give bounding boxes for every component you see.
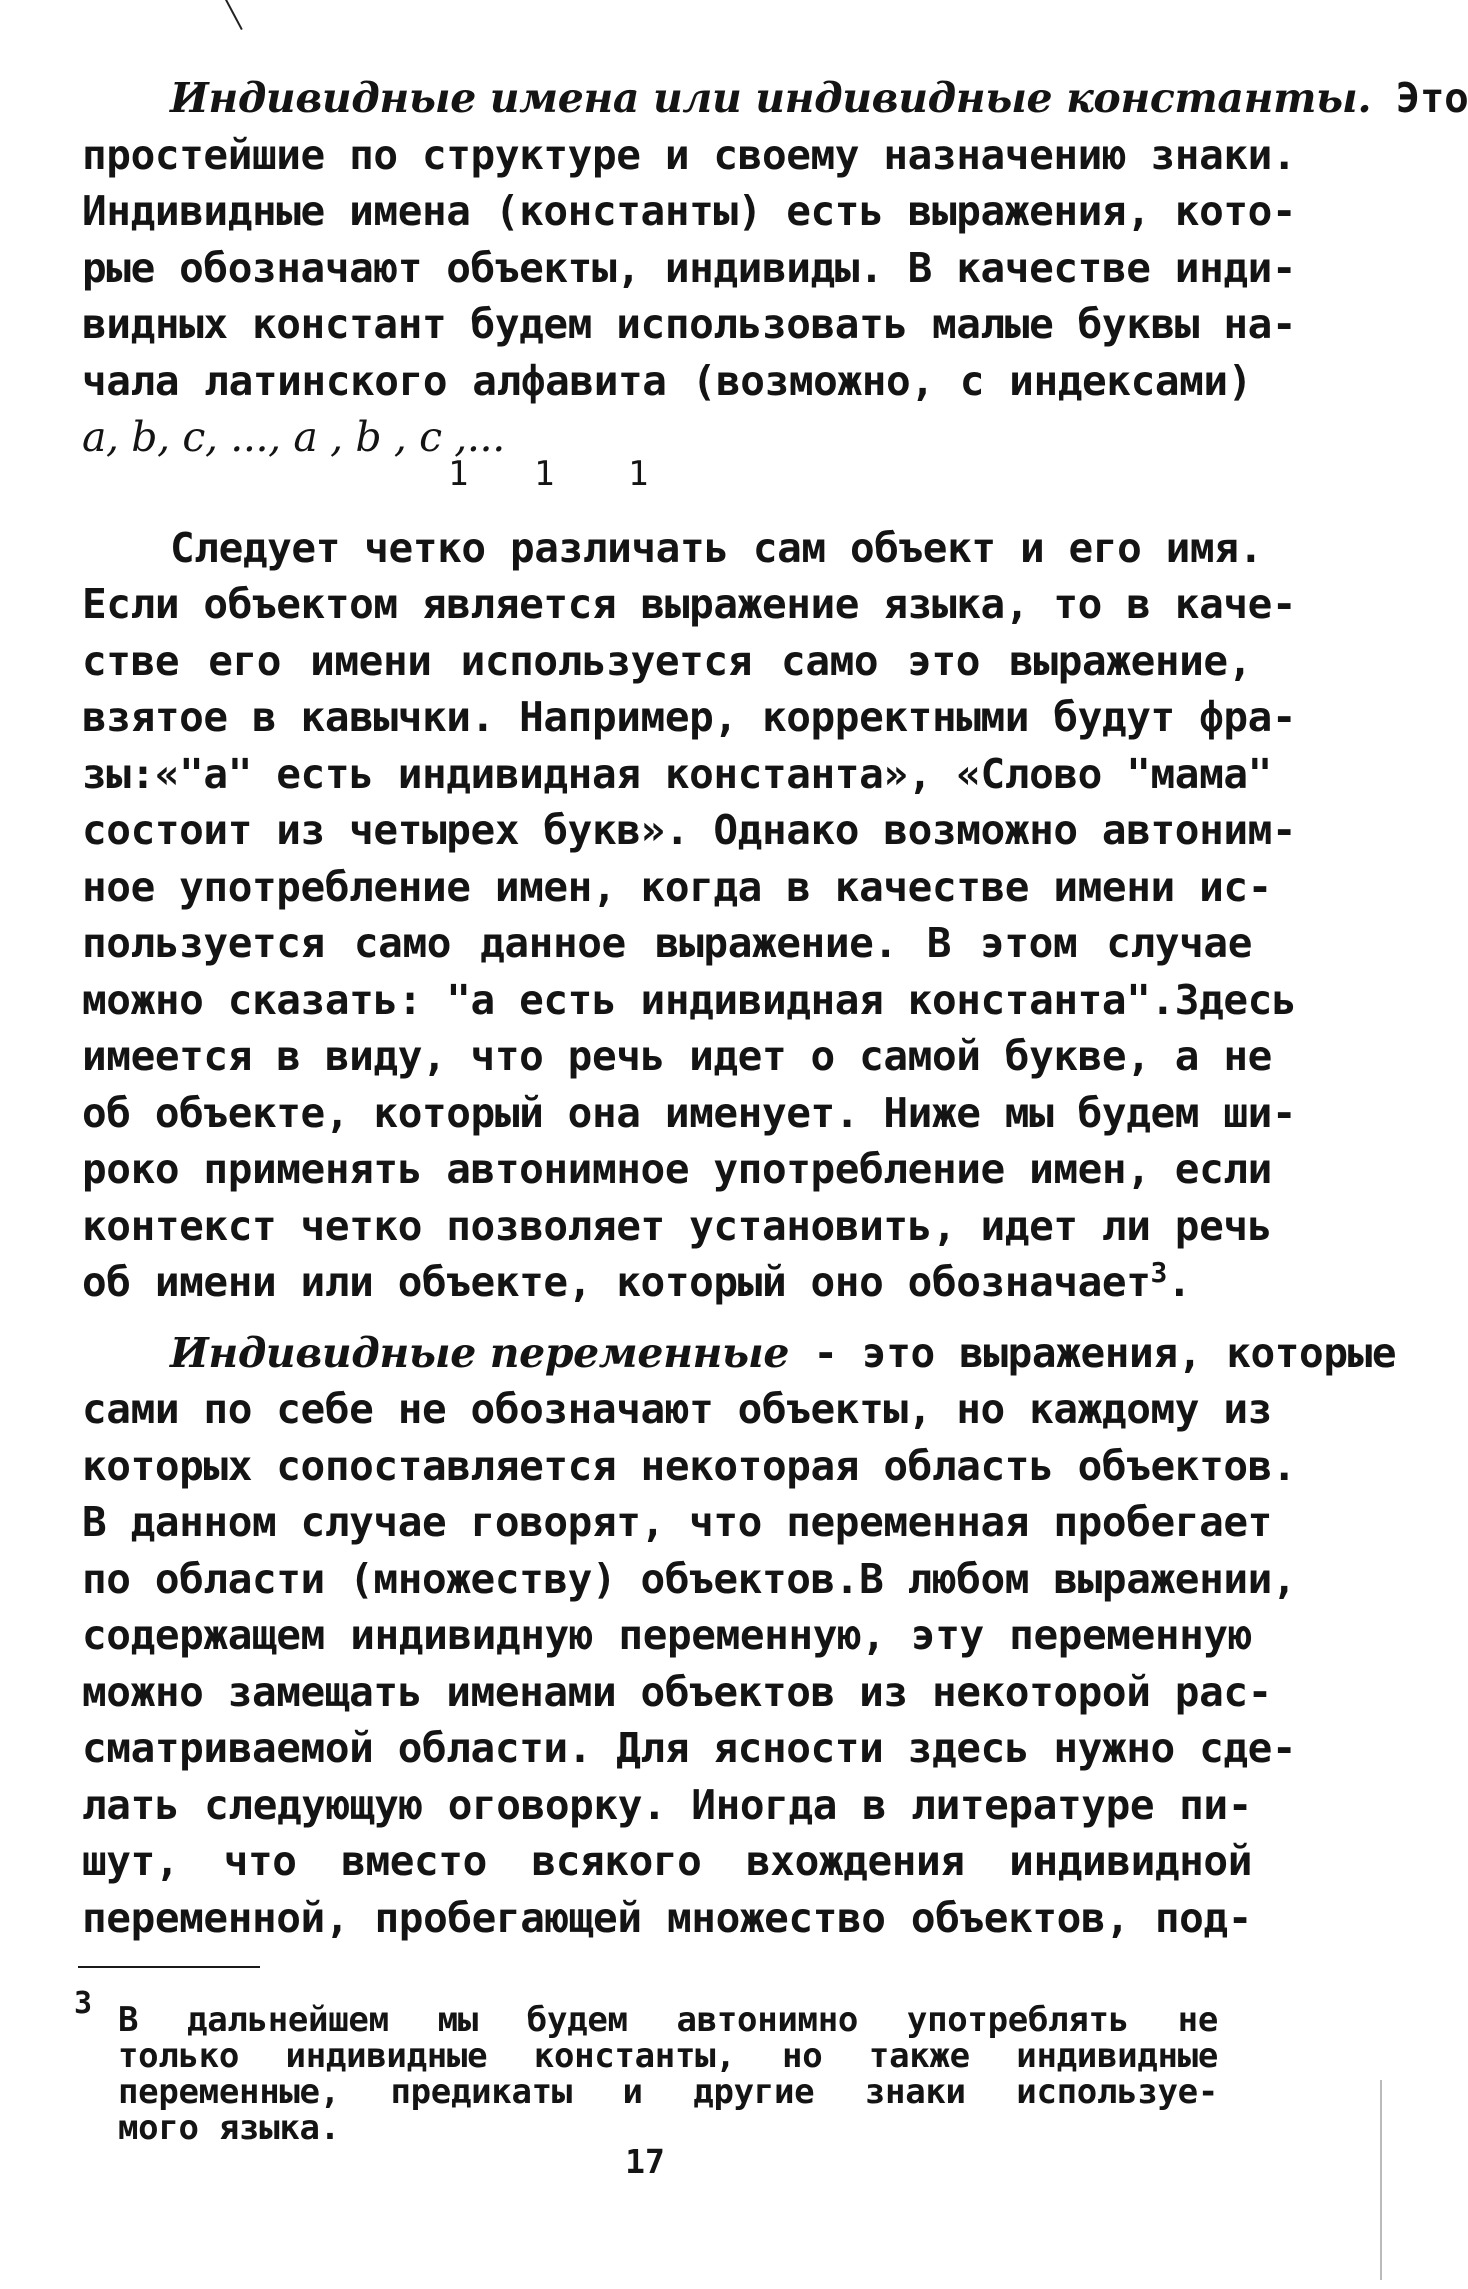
paragraph-line: Индивидные имена (константы) есть выражения, кото- (82, 187, 1297, 235)
paragraph-line: по области (множеству) объектов.В любом выражении, (82, 1554, 1297, 1603)
paragraph-line: которых сопоставляется некоторая область объектов. (82, 1441, 1297, 1490)
footnote-line: только индивидные константы, но также индивидные (118, 2036, 1218, 2076)
paragraph-line: Индивидные имена или индивидные константы. Это (170, 74, 1468, 122)
subscript: 1 (534, 453, 555, 494)
footnote-line: переменные, предикаты и другие знаки используе- (118, 2072, 1218, 2112)
subscript: 1 (628, 453, 649, 494)
paragraph-line: чала латинского алфавита (возможно, с индексами) (82, 356, 1252, 405)
paragraph-line: переменной, пробегающей множество объектов, под- (82, 1893, 1252, 1942)
paragraph-line: роко применять автонимное употребление имен, если (82, 1145, 1272, 1193)
footnote-divider (78, 1966, 260, 1968)
paragraph-line: взятое в кавычки. Например, корректными будут фра- (82, 693, 1297, 741)
paragraph-line: Следует четко различать сам объект и его имя. (170, 523, 1263, 572)
paragraph-line: состоит из четырех букв». Однако возможно автоним- (82, 806, 1297, 854)
paragraph-line: Если объектом является выражение языка, то в каче- (82, 580, 1297, 628)
footnote-line: В дальнейшем мы будем автонимно употреблять не (118, 2000, 1218, 2040)
paragraph-line: содержащем индивидную переменную, эту переменную (82, 1611, 1252, 1659)
formula-subscripts (82, 453, 1252, 506)
paragraph-line: можно замещать именами объектов из некоторой рас- (82, 1667, 1272, 1716)
scan-artifact-edge (1380, 2080, 1382, 2280)
paragraph-line: шут, что вместо всякого вхождения индивидной (82, 1837, 1252, 1885)
term-individual-variables: Индивидные переменные (170, 1328, 790, 1377)
paragraph-line: имеется в виду, что речь идет о самой букве, а не (82, 1032, 1272, 1080)
paragraph-line: сматриваемой области. Для ясности здесь нужно сде- (82, 1724, 1297, 1772)
paragraph-line: В данном случае говорят, что переменная пробегает (82, 1498, 1272, 1546)
footnote-reference: 3 (1150, 1256, 1167, 1289)
paragraph-line: об объекте, который она именует. Ниже мы будем ши- (82, 1088, 1297, 1137)
paragraph-line: об имени или объекте, который оно обозначает$^3$. (82, 1256, 1192, 1306)
footnote-marker: 3 (74, 1986, 93, 2021)
term-individual-names: Индивидные имена или индивидные константы. (170, 74, 1372, 122)
footnote-line: мого языка. (118, 2108, 340, 2148)
paragraph-line: ное употребление имен, когда в качестве имени ис- (82, 862, 1272, 911)
paragraph-line: видных констант будем использовать малые буквы на- (82, 300, 1297, 348)
paragraph-line: зы:«"a" есть индивидная константа», «Слово "мама" (82, 749, 1272, 798)
subscript: 1 (448, 453, 469, 494)
paragraph-line: можно сказать: "a есть индивидная константа".Здесь (82, 975, 1297, 1024)
page-number: 17 (625, 2142, 665, 2181)
paragraph-line: контекст четко позволяет установить, идет ли речь (82, 1201, 1272, 1250)
paragraph-line: стве его имени используется само это выражение, (82, 636, 1252, 685)
footnote (118, 2002, 1218, 2146)
paragraph-line: лать следующую оговорку. Иногда в литературе пи- (82, 1780, 1252, 1829)
paragraph-line: пользуется само данное выражение. В этом случае (82, 919, 1252, 967)
scan-artifact-line (225, 0, 243, 30)
paragraph-line: рые обозначают объекты, индивиды. В качестве инди- (82, 243, 1297, 292)
paragraph-line: простейшие по структуре и своему назначению знаки. (82, 130, 1297, 179)
main-text (82, 70, 1468, 1946)
formula-constants: a, b, c, ..., a , b , c ,... (82, 413, 505, 461)
paragraph-line: Индивидные переменные - это выражения, которые (170, 1328, 1397, 1377)
paragraph-line: сами по себе не обозначают объекты, но каждому из (82, 1385, 1272, 1433)
